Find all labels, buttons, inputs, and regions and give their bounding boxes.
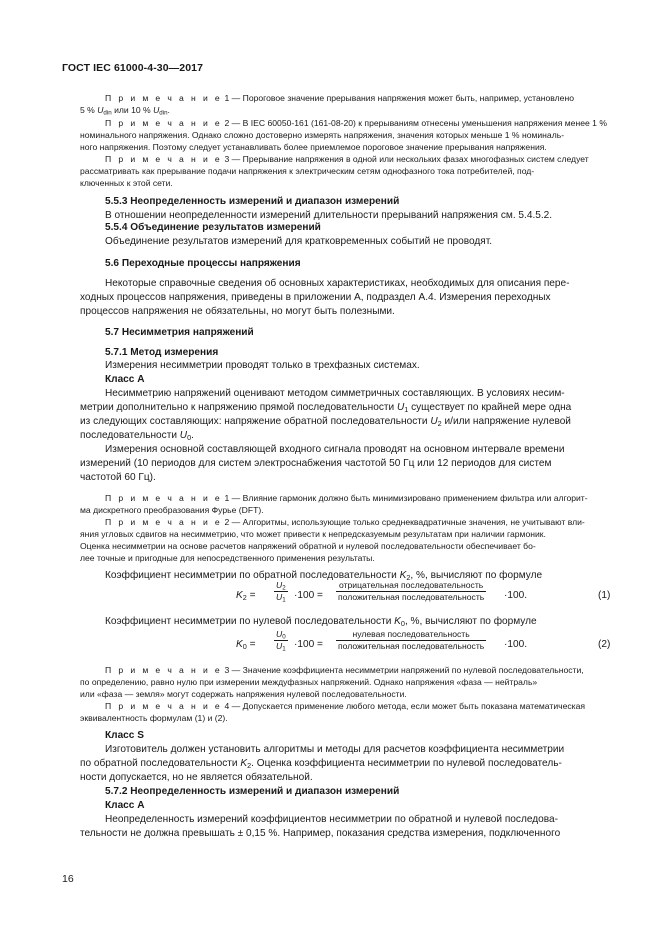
- section-5-6-line-3: процессов напряжения не обязательны, но могут быть полезными.: [80, 306, 395, 317]
- formula-2-fraction-u: $U_0$ $U_1$: [276, 629, 286, 653]
- note-low-3-line-2: по определению, равно нулю при измерении междуфазных напряжений. Однако напряжения «фаза — нейтраль»: [80, 677, 538, 687]
- class-s-heading: Класс S: [105, 730, 144, 741]
- note-3-line-3: ключенных к этой сети.: [80, 178, 173, 188]
- class-s-line-3: ности допускается, но не является обязательной.: [80, 772, 313, 783]
- class-s-line-2: по обратной последовательности $K_2$. Оценка коэффициента несимметрии по нулевой последователь-: [80, 758, 562, 770]
- formula-2-number: (2): [598, 639, 611, 650]
- section-5-7-title: 5.7 Несимметрия напряжений: [105, 327, 254, 338]
- formula-1-lhs: $K_2$ =: [236, 590, 256, 602]
- class-a-heading: Класс А: [105, 374, 145, 385]
- note-3-line-2: рассматривать как прерывание подачи напряжения к электрическим сетям однофазного тока потребителей, под-: [80, 166, 535, 176]
- document-header: ГОСТ IEC 61000-4-30—2017: [62, 62, 204, 74]
- formula-2-lhs: $K_0$ =: [236, 639, 256, 651]
- formula-2-intro: Коэффициент несимметрии по нулевой последовательности $K_0$, %, вычисляют по формуле: [105, 616, 537, 628]
- formula-1-number: (1): [598, 590, 611, 601]
- section-5-7-2-title: 5.7.2 Неопределенность измерений и диапазон измерений: [105, 786, 400, 797]
- section-5-5-4-text: Объединение результатов измерений для кратковременных событий не проводят.: [105, 236, 493, 247]
- section-5-7-1-text: Измерения несимметрии проводят только в трехфазных системах.: [105, 360, 420, 371]
- formula-1-end: ·100.: [504, 590, 528, 601]
- para-1-line-2: метрии дополнительно к напряжению прямой последовательности $U_1$ существует по крайней мере одна: [80, 402, 572, 414]
- note-low-4: П р и м е ч а н и е 4 — Допускается применение любого метода, если может быть показана математическая: [105, 701, 586, 711]
- note-low-4-line-2: эквивалентность формулам (1) и (2).: [80, 713, 228, 723]
- formula-2-end: ·100.: [504, 639, 528, 650]
- note-1: П р и м е ч а н и е 1 — Пороговое значение прерывания напряжения может быть, например, установлено: [105, 93, 574, 103]
- section-5-6-line-2: ходных процессов напряжения, приведены в приложении А, подраздел А.4. Измерения переходных: [80, 292, 551, 303]
- note-mid-2-line-3: Оценка несимметрии на основе расчетов напряжений обратной и нулевой последовательности обеспечивает бо-: [80, 541, 536, 551]
- para-1-line-1: Несимметрию напряжений оценивают методом симметричных составляющих. В условиях несим-: [105, 388, 565, 399]
- para-2-line-3: частотой 60 Гц).: [80, 472, 156, 483]
- formula-1-intro: Коэффициент несимметрии по обратной последовательности $K_2$, %, вычисляют по формуле: [105, 570, 543, 582]
- formula-1-fraction-words: отрицательная последовательность положительная последовательность: [338, 580, 485, 602]
- note-low-3-line-3: или «фаза — земля» могут содержать напряжения нулевой последовательности.: [80, 689, 407, 699]
- note-mid-1: П р и м е ч а н и е 1 — Влияние гармоник должно быть минимизировано применением фильтра или алгорит-: [105, 493, 588, 503]
- section-5-5-4-title: 5.5.4 Объединение результатов измерений: [105, 222, 321, 233]
- note-mid-1-line-2: ма дискретного преобразования Фурье (DFT).: [80, 505, 264, 515]
- class-s-line-1: Изготовитель должен установить алгоритмы и методы для расчетов коэффициента несимметрии: [105, 744, 565, 755]
- note-mid-2-line-4: лее точные и пригодные для непосредственного применения результаты.: [80, 553, 375, 563]
- section-5-6-title: 5.6 Переходные процессы напряжения: [105, 258, 301, 269]
- formula-2-fraction-words: нулевая последовательность положительная последовательность: [338, 629, 485, 651]
- section-5-5-3-title: 5.5.3 Неопределенность измерений и диапазон измерений: [105, 196, 400, 207]
- note-2-line-2: номинального напряжения. Однако сложно достоверно измерять напряжения, значения которых меньше 1 % номиналь-: [80, 130, 565, 140]
- note-2: П р и м е ч а н и е 2 — В IEC 60050-161 (161-08-20) к прерываниям отнесены уменьшения напряжения менее 1 %: [105, 118, 607, 128]
- formula-2-times: ·100 =: [294, 639, 323, 650]
- note-3: П р и м е ч а н и е 3 — Прерывание напряжения в одной или нескольких фазах многофазных систем следует: [105, 154, 589, 164]
- note-1-line-2: 5 % $U_{din}$ или 10 % $U_{din}$.: [80, 105, 170, 117]
- formula-1-fraction-u: $U_2$ $U_1$: [276, 580, 286, 604]
- page-number: 16: [62, 873, 74, 885]
- section-5-7-2-line-2: тельности не должна превышать ± 0,15 %. Например, показания средства измерения, подключенного: [80, 828, 561, 839]
- para-2-line-2: измерений (10 периодов для систем электроснабжения частотой 50 Гц или 12 периодов для систем: [80, 458, 552, 469]
- para-1-line-4: последовательности $U_0$.: [80, 430, 194, 442]
- note-2-line-3: ного напряжения. Поэтому следует устанавливать более приемлемое пороговое значение прерывания напряжения.: [80, 142, 547, 152]
- para-2-line-1: Измерения основной составляющей входного сигнала проводят на основном интервале времени: [105, 444, 565, 455]
- section-5-5-3-text: В отношении неопределенности измерений длительности прерываний напряжения см. 5.4.5.2.: [105, 210, 553, 221]
- note-mid-2: П р и м е ч а н и е 2 — Алгоритмы, использующие только среднеквадратичные значения, не учитывают вли-: [105, 517, 585, 527]
- note-mid-2-line-2: яния угловых сдвигов на несимметрию, что может привести к непредсказуемым результатам при наличии гармоник.: [80, 529, 546, 539]
- section-5-7-2-line-1: Неопределенность измерений коэффициентов несимметрии по обратной и нулевой последова-: [105, 814, 558, 825]
- para-1-line-3: из следующих составляющих: напряжение обратной последовательности $U_2$ и/или напряжение нулевой: [80, 416, 571, 428]
- section-5-6-line-1: Некоторые справочные сведения об основных характеристиках, необходимых для описания пере-: [105, 278, 570, 289]
- formula-1-times: ·100 =: [294, 590, 323, 601]
- section-5-7-1-title: 5.7.1 Метод измерения: [105, 347, 219, 358]
- section-5-7-2-class-a: Класс А: [105, 800, 145, 811]
- note-low-3: П р и м е ч а н и е 3 — Значение коэффициента несимметрии напряжений по нулевой последовательности,: [105, 665, 584, 675]
